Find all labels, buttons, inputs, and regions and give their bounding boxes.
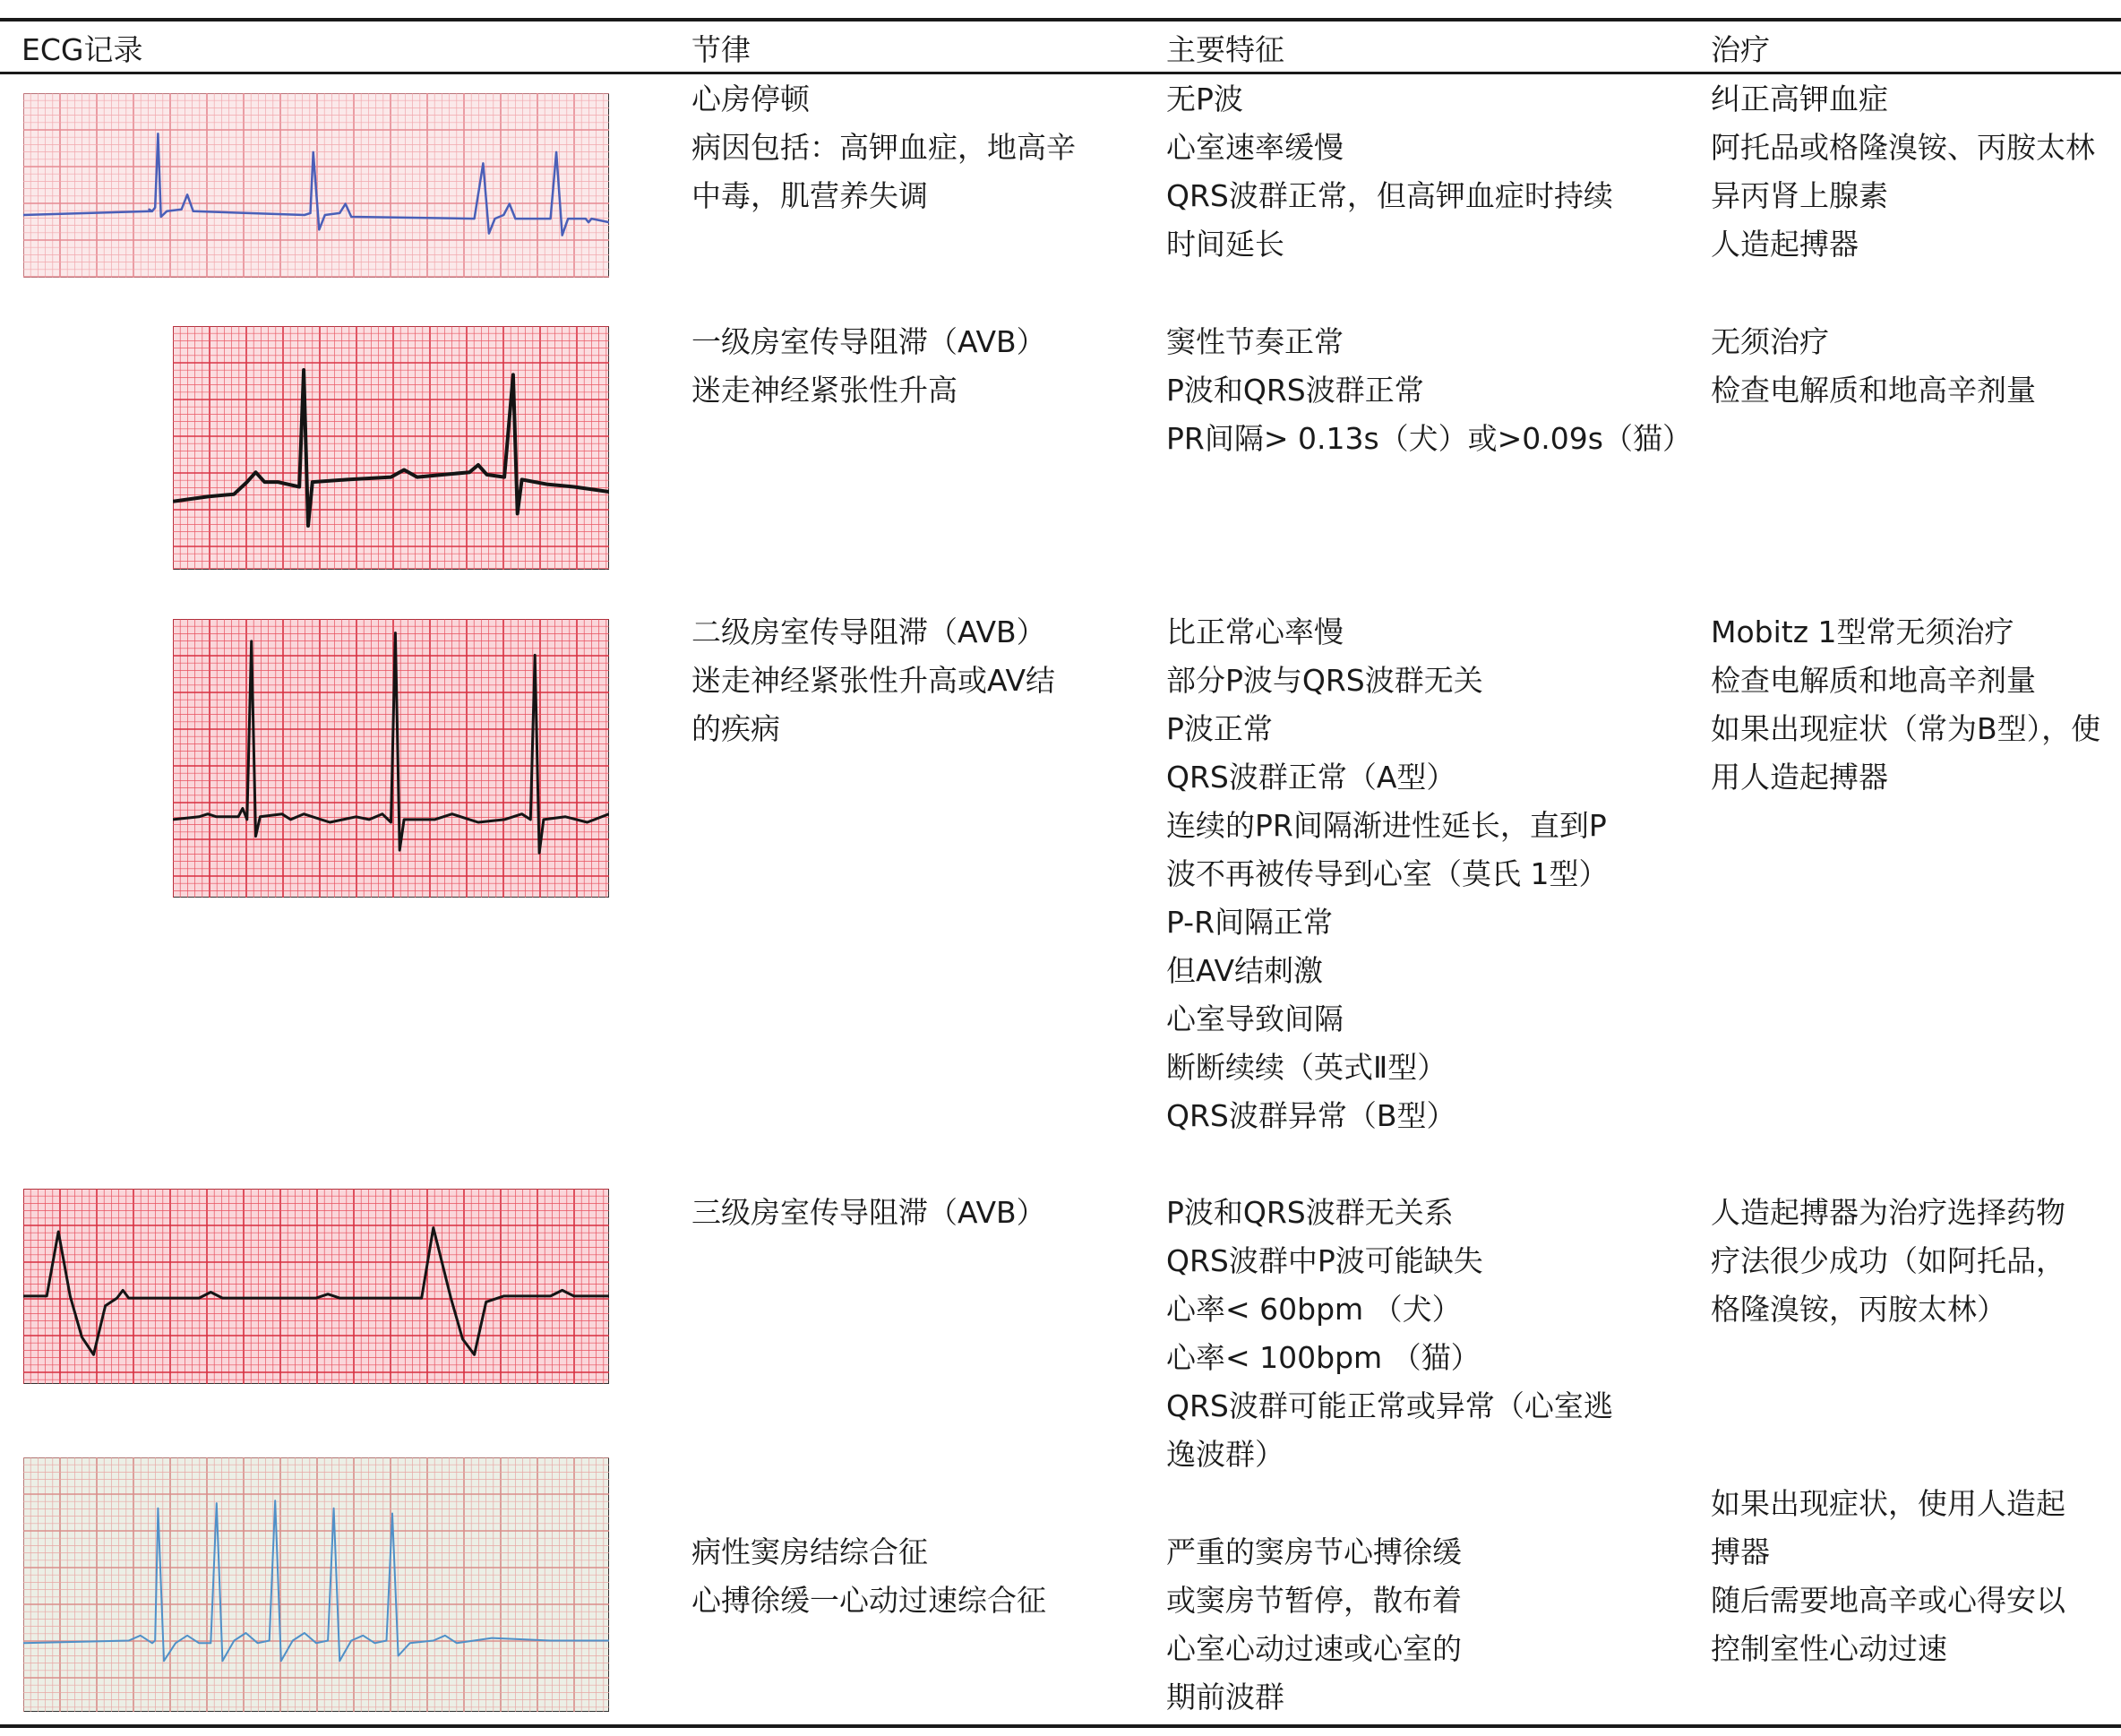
treatment-line: Mobitz 1型常无须治疗 — [1711, 614, 2014, 649]
features-cell — [1166, 1528, 1462, 1722]
feature-line: 比正常心率慢 — [1166, 614, 1344, 649]
treatment-line: 如果出现症状（常为B型），使 — [1711, 711, 2101, 746]
treatment-line: 用人造起搏器 — [1711, 760, 1888, 795]
treatment-line: 检查电解质和地高辛剂量 — [1711, 373, 2036, 408]
feature-line: 但AV结刺激 — [1166, 953, 1324, 988]
feature-line: P波和QRS波群无关系 — [1166, 1195, 1454, 1230]
rhythm-cell — [691, 318, 1046, 415]
treatment-cell — [1711, 318, 2036, 415]
rhythm-line: 二级房室传导阻滞（AVB） — [691, 614, 1046, 649]
treatment-line: 异丙肾上腺素 — [1711, 178, 1888, 213]
feature-line: 无P波 — [1166, 82, 1243, 116]
feature-line: P波和QRS波群正常 — [1166, 373, 1424, 408]
rhythm-line: 的疾病 — [691, 711, 780, 746]
rhythm-line: 心房停顿 — [691, 82, 810, 116]
treatment-line: 搏器 — [1711, 1534, 1770, 1569]
treatment-cell — [1711, 75, 2095, 269]
table-bottom-rule — [0, 1724, 2121, 1728]
feature-line: PR间隔> 0.13s（犬）或>0.09s（猫） — [1166, 421, 1692, 456]
treatment-line: 无须治疗 — [1711, 324, 1829, 359]
header-rhythm: 节律 — [691, 32, 751, 67]
feature-line: 心率< 100bpm （猫） — [1166, 1340, 1481, 1375]
feature-line: 严重的窦房节心搏徐缓 — [1166, 1534, 1462, 1569]
treatment-line: 阿托品或格隆溴铵、丙胺太林 — [1711, 130, 2095, 165]
ecg-strip-atrial-standstill — [23, 93, 609, 278]
rhythm-cell — [691, 608, 1055, 753]
treatment-line: 控制室性心动过速 — [1711, 1631, 1947, 1666]
ecg-strip-sick-sinus-syndrome — [23, 1457, 609, 1712]
ecg-paper — [23, 1189, 609, 1384]
header-features: 主要特征 — [1166, 32, 1284, 67]
feature-line: 心率< 60bpm （犬） — [1166, 1292, 1462, 1327]
header-ecg: ECG记录 — [21, 32, 143, 67]
table-top-rule — [0, 18, 2121, 21]
ecg-strip-first-degree-avb — [173, 326, 609, 570]
ecg-paper — [23, 93, 609, 278]
feature-line: QRS波群异常（B型） — [1166, 1098, 1456, 1133]
treatment-line: 疗法很少成功（如阿托品， — [1711, 1243, 2065, 1278]
feature-line: QRS波群中P波可能缺失 — [1166, 1243, 1483, 1278]
ecg-strip-third-degree-avb — [23, 1189, 609, 1384]
feature-line: QRS波群正常（A型） — [1166, 760, 1456, 795]
feature-line: 波不再被传导到心室（莫氏 1型） — [1166, 856, 1609, 891]
treatment-line: 人造起搏器为治疗选择药物 — [1711, 1195, 2065, 1230]
feature-line: 或窦房节暂停，散布着 — [1166, 1583, 1462, 1618]
features-cell — [1166, 1189, 1613, 1479]
header-treatment: 治疗 — [1711, 32, 1770, 67]
feature-line: 部分P波与QRS波群无关 — [1166, 663, 1483, 698]
feature-line: 期前波群 — [1166, 1680, 1284, 1715]
feature-line: 断断续续（英式Ⅱ型） — [1166, 1050, 1447, 1085]
feature-line: QRS波群正常，但高钾血症时持续 — [1166, 178, 1613, 213]
rhythm-cell — [691, 1189, 1046, 1237]
treatment-cell — [1711, 608, 2100, 802]
rhythm-line: 一级房室传导阻滞（AVB） — [691, 324, 1046, 359]
rhythm-line: 中毒，肌营养失调 — [691, 178, 928, 213]
rhythm-cell — [691, 75, 1076, 220]
features-cell — [1166, 608, 1609, 1140]
treatment-line: 人造起搏器 — [1711, 227, 1859, 262]
feature-line: 心室速率缓慢 — [1166, 130, 1344, 165]
feature-line: P-R间隔正常 — [1166, 905, 1334, 940]
feature-line: 心室心动过速或心室的 — [1166, 1631, 1462, 1666]
treatment-line: 随后需要地高辛或心得安以 — [1711, 1583, 2065, 1618]
rhythm-cell — [691, 1528, 1046, 1625]
ecg-paper — [173, 619, 609, 898]
features-cell — [1166, 318, 1692, 463]
treatment-line: 纠正高钾血症 — [1711, 82, 1888, 116]
feature-line: 逸波群） — [1166, 1437, 1284, 1472]
rhythm-line: 迷走神经紧张性升高或AV结 — [691, 663, 1056, 698]
feature-line: 连续的PR间隔渐进性延长，直到P — [1166, 808, 1607, 843]
treatment-cell — [1711, 1189, 2065, 1334]
feature-line: 窦性节奏正常 — [1166, 324, 1344, 359]
rhythm-line: 心搏徐缓一心动过速综合征 — [691, 1583, 1046, 1618]
table-header-rule — [0, 72, 2121, 74]
treatment-cell — [1711, 1480, 2065, 1673]
ecg-paper — [23, 1457, 609, 1712]
feature-line: QRS波群可能正常或异常（心室逃 — [1166, 1388, 1613, 1423]
rhythm-line: 病因包括：高钾血症，地高辛 — [691, 130, 1076, 165]
features-cell — [1166, 75, 1613, 269]
treatment-line: 格隆溴铵，丙胺太林） — [1711, 1292, 2006, 1327]
ecg-paper — [173, 326, 609, 570]
rhythm-line: 三级房室传导阻滞（AVB） — [691, 1195, 1046, 1230]
feature-line: 时间延长 — [1166, 227, 1284, 262]
feature-line: 心室导致间隔 — [1166, 1001, 1344, 1036]
feature-line: P波正常 — [1166, 711, 1273, 746]
rhythm-line: 迷走神经紧张性升高 — [691, 373, 957, 408]
treatment-line: 如果出现症状，使用人造起 — [1711, 1486, 2065, 1521]
rhythm-line: 病性窦房结综合征 — [691, 1534, 928, 1569]
treatment-line: 检查电解质和地高辛剂量 — [1711, 663, 2036, 698]
ecg-strip-second-degree-avb — [173, 619, 609, 898]
